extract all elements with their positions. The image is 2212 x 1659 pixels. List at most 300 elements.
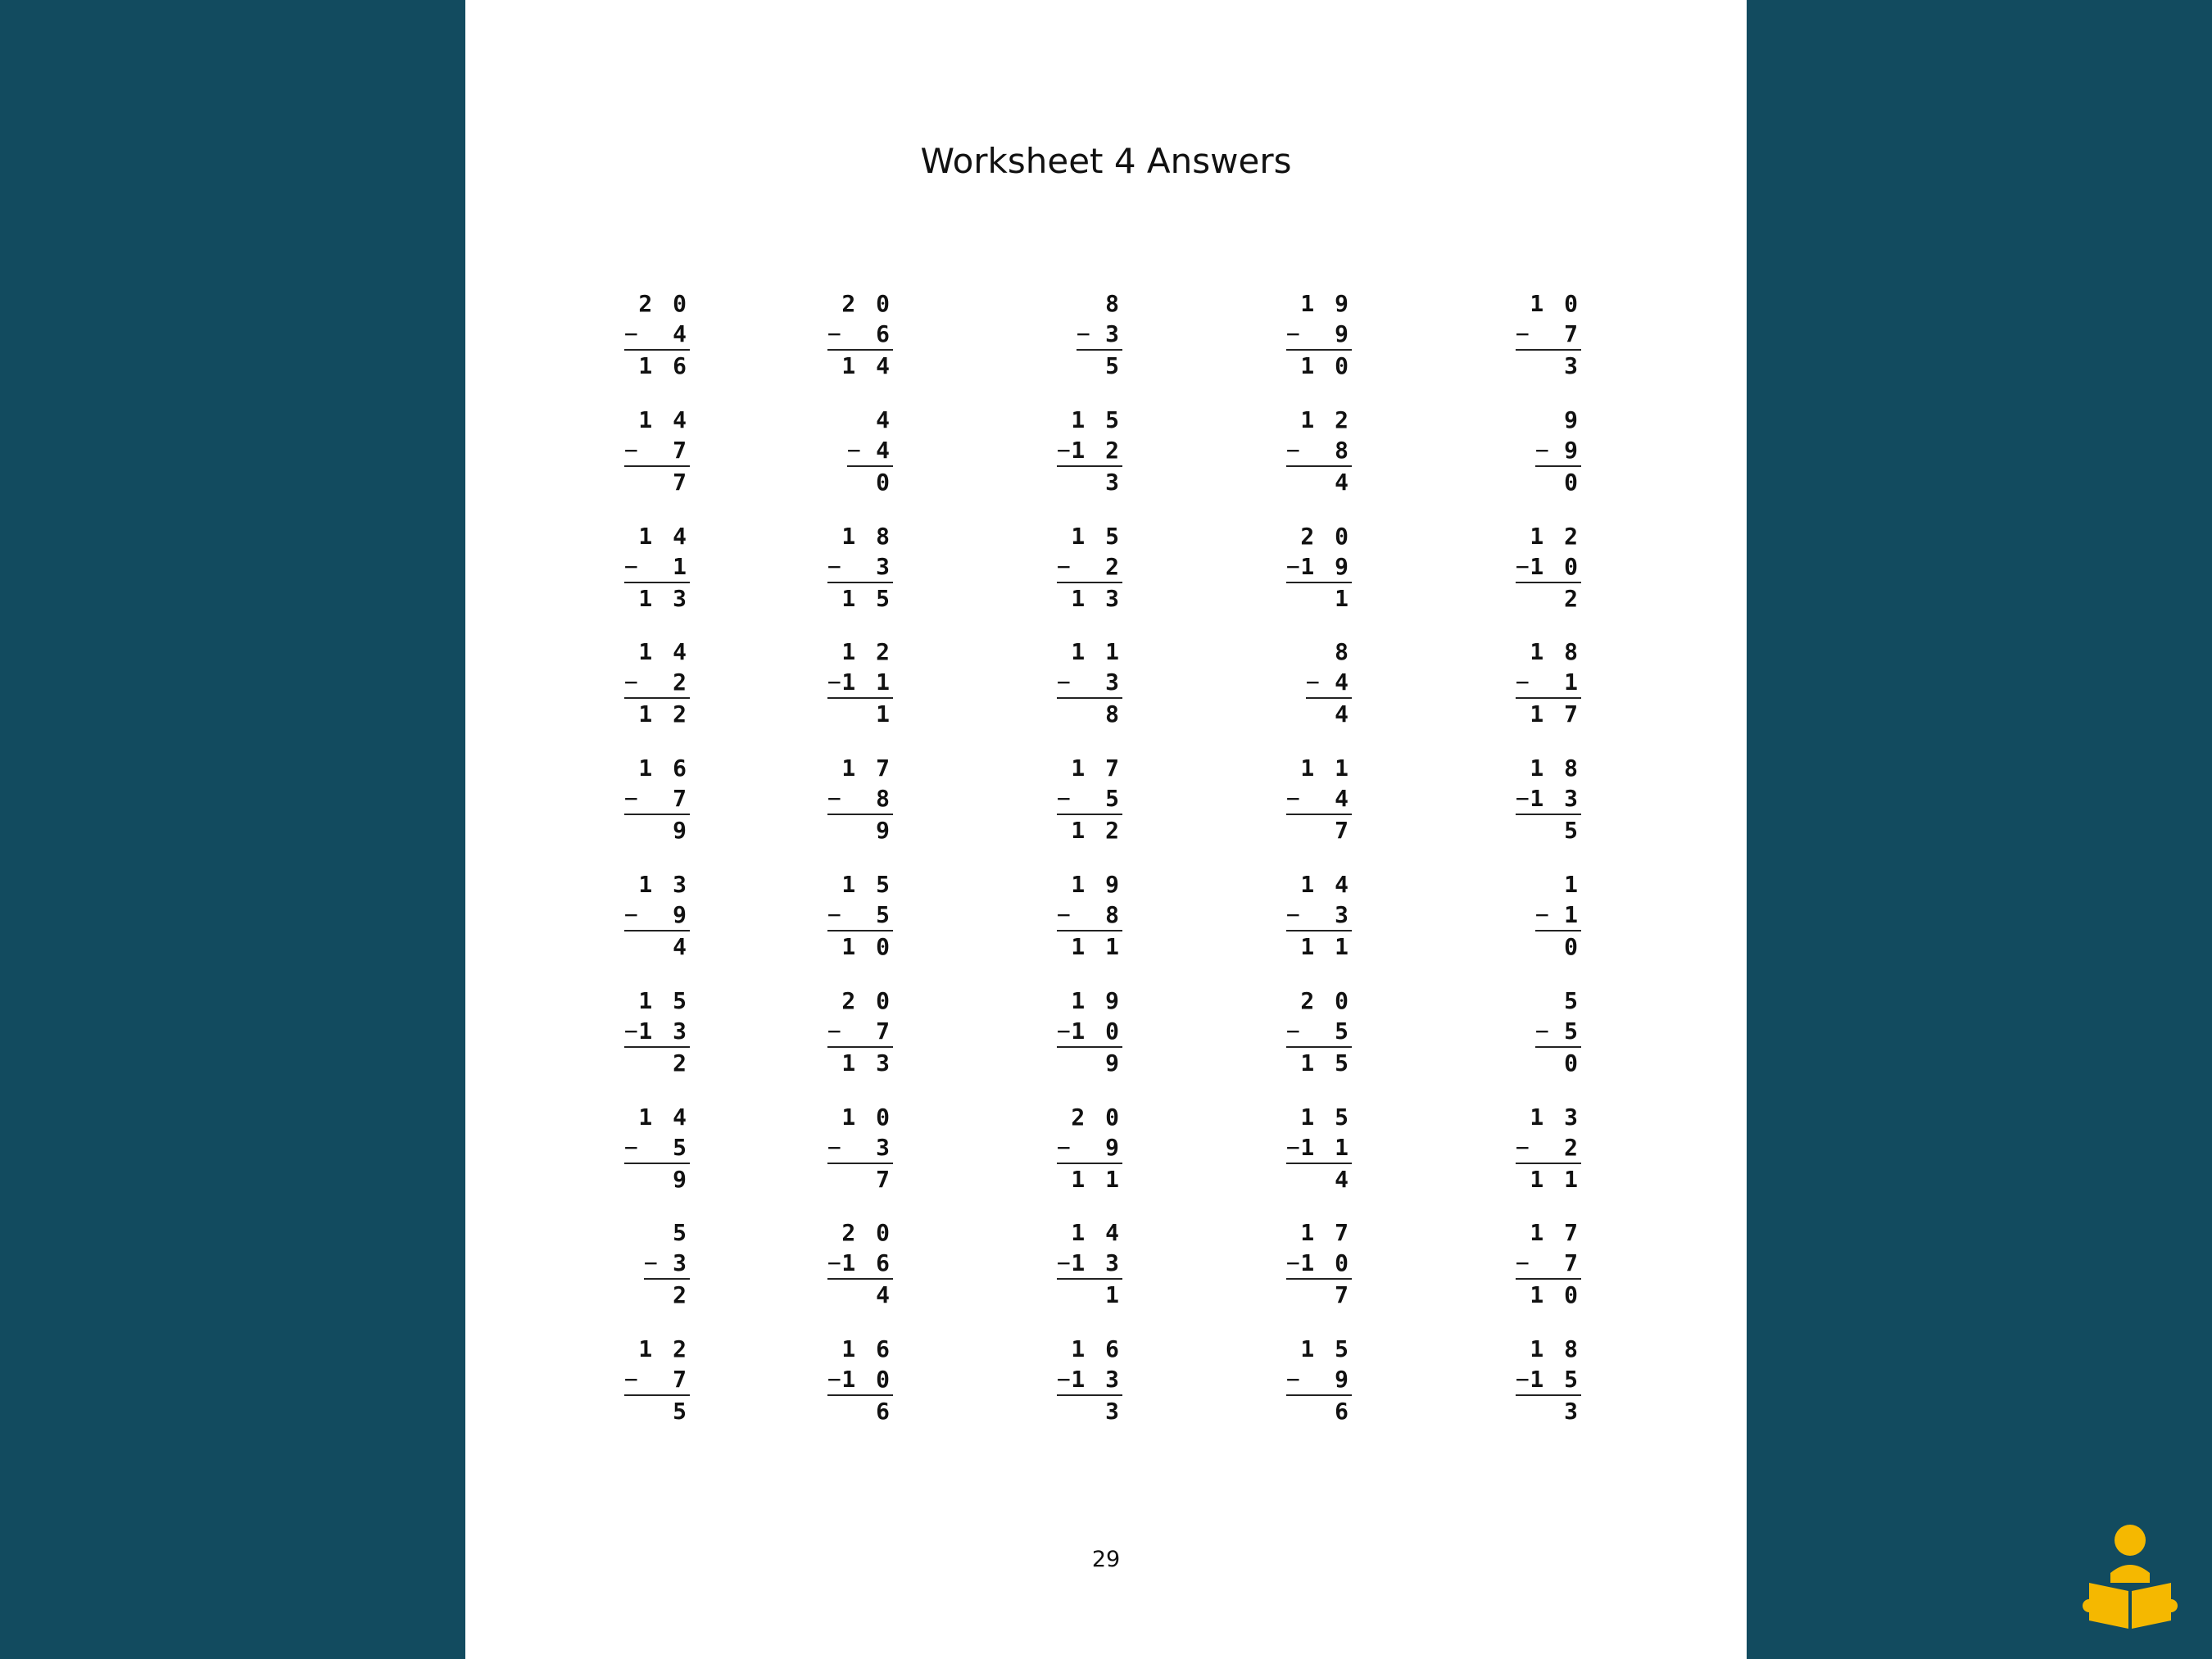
subtrahend	[827, 1248, 893, 1278]
minuend: 4	[876, 406, 893, 433]
subtraction-problem	[624, 637, 690, 729]
minus-sign: −	[1286, 785, 1300, 813]
minuend: 1 1	[1300, 755, 1352, 782]
subtrahend	[1057, 667, 1122, 697]
subtraction-problem	[1286, 869, 1352, 962]
minuend: 8	[1105, 290, 1122, 317]
subtraction-problem	[624, 1102, 690, 1194]
subtrahend	[827, 783, 893, 814]
subtrahend-value: 1	[1564, 669, 1581, 696]
subtrahend	[827, 319, 893, 349]
subtrahend	[1057, 900, 1122, 930]
subtrahend	[1286, 1016, 1352, 1046]
subtrahend-value: 3	[876, 552, 893, 580]
answer: 2	[673, 1281, 690, 1309]
subtrahend-value: 4	[673, 320, 690, 347]
minuend: 9	[1564, 406, 1581, 433]
minuend: 1 4	[638, 638, 690, 666]
answer: 9	[673, 817, 690, 845]
answer: 8	[1105, 700, 1122, 728]
page-number: 29	[1091, 1547, 1121, 1572]
answer: 1 2	[638, 700, 690, 728]
answer: 1	[1335, 584, 1352, 612]
minus-sign: −	[624, 785, 638, 813]
subtraction-problem	[1057, 1217, 1122, 1310]
subtraction-problem	[1057, 1102, 1122, 1194]
answer: 7	[876, 1165, 893, 1193]
subtraction-problem	[827, 1334, 893, 1426]
minuend: 1 4	[1071, 1219, 1122, 1247]
minus-sign: −	[1057, 669, 1071, 696]
minuend: 5	[673, 1219, 690, 1247]
minus-sign: −	[1286, 1249, 1300, 1277]
subtrahend	[1516, 1248, 1581, 1278]
minus-sign: −	[624, 320, 638, 347]
answer: 5	[673, 1398, 690, 1426]
subtrahend-value: 7	[1564, 1249, 1581, 1277]
minus-sign: −	[1516, 552, 1530, 580]
minus-sign: −	[827, 669, 841, 696]
minuend: 1 0	[1530, 290, 1581, 317]
worksheet-page	[465, 0, 1747, 1659]
subtrahend	[1286, 551, 1352, 582]
minus-sign: −	[1516, 785, 1530, 813]
subtrahend-value: 7	[673, 436, 690, 464]
subtraction-problem	[827, 869, 893, 962]
subtraction-problem	[624, 753, 690, 845]
answer: 7	[1335, 817, 1352, 845]
subtrahend	[827, 551, 893, 582]
minuend: 1 8	[1530, 638, 1581, 666]
answer: 1	[1105, 1281, 1122, 1309]
subtrahend	[1516, 1132, 1581, 1163]
subtraction-problem	[1286, 1102, 1352, 1194]
answer: 0	[876, 468, 893, 496]
answer: 0	[1564, 933, 1581, 960]
subtraction-problem	[1516, 637, 1581, 729]
subtraction-problem	[1306, 637, 1352, 729]
minuend: 1 7	[1071, 755, 1122, 782]
subtrahend-value: 7	[673, 1366, 690, 1394]
subtraction-problem	[1516, 288, 1581, 381]
answer: 1 3	[841, 1049, 893, 1077]
answer: 1 5	[841, 584, 893, 612]
minus-sign: −	[1516, 1249, 1530, 1277]
subtraction-problem	[1057, 1334, 1122, 1426]
subtrahend	[624, 435, 690, 465]
subtraction-problem	[1057, 521, 1122, 614]
subtrahend-value: 5	[1105, 785, 1122, 813]
answer: 3	[1105, 468, 1122, 496]
answer: 4	[1335, 1165, 1352, 1193]
subtrahend-value: 4	[1335, 669, 1352, 696]
minuend: 5	[1564, 986, 1581, 1014]
minus-sign: −	[644, 1249, 658, 1277]
answer: 1 1	[1071, 933, 1122, 960]
answer: 0	[1564, 1049, 1581, 1077]
subtraction-problem	[1057, 637, 1122, 729]
subtrahend-value: 7	[1564, 320, 1581, 347]
minus-sign: −	[1286, 552, 1300, 580]
subtraction-problem	[1057, 405, 1122, 497]
answer: 4	[673, 933, 690, 960]
minus-sign: −	[1057, 552, 1071, 580]
minuend: 1 1	[1071, 638, 1122, 666]
minuend: 1 2	[841, 638, 893, 666]
minuend: 1 5	[841, 871, 893, 898]
subtraction-problem	[827, 986, 893, 1078]
minus-sign: −	[1057, 1366, 1071, 1394]
subtraction-problem	[624, 288, 690, 381]
subtrahend-value: 5	[876, 901, 893, 928]
answer: 1 6	[638, 352, 690, 379]
subtrahend-value: 1 0	[841, 1366, 893, 1394]
subtrahend-value: 9	[673, 901, 690, 928]
subtraction-problem	[624, 405, 690, 497]
minus-sign: −	[1516, 1366, 1530, 1394]
subtrahend-value: 4	[876, 436, 893, 464]
subtrahend-value: 9	[1105, 1133, 1122, 1161]
minus-sign: −	[624, 669, 638, 696]
subtraction-problem	[1286, 405, 1352, 497]
subtrahend-value: 5	[673, 1133, 690, 1161]
subtraction-problem	[624, 521, 690, 614]
minuend: 1 8	[1530, 1335, 1581, 1363]
minuend: 1 8	[841, 522, 893, 550]
minus-sign: −	[1057, 436, 1071, 464]
minuend: 1 5	[638, 986, 690, 1014]
subtrahend-value: 9	[1335, 1366, 1352, 1394]
subtrahend-value: 1 0	[1071, 1017, 1122, 1045]
subtrahend	[624, 783, 690, 814]
minuend: 1 6	[841, 1335, 893, 1363]
subtrahend-value: 3	[673, 1249, 690, 1277]
minus-sign: −	[827, 785, 841, 813]
minus-sign: −	[1057, 1133, 1071, 1161]
answer: 1 0	[1530, 1281, 1581, 1309]
subtrahend	[624, 1364, 690, 1394]
subtraction-problem	[827, 288, 893, 381]
minuend: 2 0	[1300, 522, 1352, 550]
minuend: 8	[1335, 638, 1352, 666]
answer: 4	[1335, 700, 1352, 728]
answer: 3	[1564, 352, 1581, 379]
subtrahend	[1516, 667, 1581, 697]
subtrahend	[1535, 435, 1581, 465]
answer: 1 0	[841, 933, 893, 960]
subtrahend	[1057, 551, 1122, 582]
subtrahend	[1057, 435, 1122, 465]
subtrahend	[624, 900, 690, 930]
answer: 1 3	[638, 584, 690, 612]
subtraction-problem	[624, 869, 690, 962]
minus-sign: −	[1535, 1017, 1549, 1045]
subtrahend-value: 4	[1335, 785, 1352, 813]
minus-sign: −	[1535, 436, 1549, 464]
minus-sign: −	[827, 320, 841, 347]
subtrahend	[827, 1364, 893, 1394]
subtrahend	[624, 319, 690, 349]
subtraction-problem	[1516, 1334, 1581, 1426]
subtrahend-value: 1 1	[841, 669, 893, 696]
answer: 1 5	[1300, 1049, 1352, 1077]
minuend: 1 4	[638, 1103, 690, 1131]
minuend: 2 0	[1300, 986, 1352, 1014]
minuend: 1 2	[638, 1335, 690, 1363]
subtrahend-value: 9	[1335, 320, 1352, 347]
minus-sign: −	[1286, 1017, 1300, 1045]
subtraction-problem	[1286, 1334, 1352, 1426]
subtraction-problem	[1535, 405, 1581, 497]
subtrahend	[827, 1132, 893, 1163]
minuend: 1 4	[638, 406, 690, 433]
minuend: 2 0	[841, 1219, 893, 1247]
minuend: 2 0	[841, 290, 893, 317]
subtrahend	[1057, 783, 1122, 814]
subtrahend-value: 7	[673, 785, 690, 813]
subtraction-problem	[1516, 521, 1581, 614]
subtrahend-value: 1 3	[1071, 1366, 1122, 1394]
answer: 9	[876, 817, 893, 845]
minuend: 1 0	[841, 1103, 893, 1131]
answer: 9	[1105, 1049, 1122, 1077]
answer: 9	[673, 1165, 690, 1193]
subtraction-problem	[1535, 986, 1581, 1078]
subtraction-problem	[827, 1217, 893, 1310]
minuend: 1 5	[1300, 1103, 1352, 1131]
minuend: 1 9	[1071, 986, 1122, 1014]
answer: 1 1	[1300, 933, 1352, 960]
subtraction-problem	[847, 405, 893, 497]
minuend: 1 6	[1071, 1335, 1122, 1363]
minuend: 1	[1564, 871, 1581, 898]
subtraction-problem	[1077, 288, 1122, 381]
subtrahend-value: 5	[1335, 1017, 1352, 1045]
subtrahend-value: 6	[876, 320, 893, 347]
minuend: 1 4	[1300, 871, 1352, 898]
minus-sign: −	[827, 901, 841, 928]
subtrahend	[827, 1016, 893, 1046]
minus-sign: −	[624, 1133, 638, 1161]
answer: 7	[673, 468, 690, 496]
subtraction-problem	[1516, 753, 1581, 845]
subtrahend	[624, 667, 690, 697]
subtrahend-value: 8	[1335, 436, 1352, 464]
subtrahend-value: 3	[1105, 669, 1122, 696]
minus-sign: −	[827, 1249, 841, 1277]
answer: 4	[876, 1281, 893, 1309]
subtraction-problem	[827, 521, 893, 614]
problem-grid	[465, 0, 1747, 1659]
subtrahend	[624, 1016, 690, 1046]
subtrahend	[1286, 1364, 1352, 1394]
subtrahend	[1306, 667, 1352, 697]
minus-sign: −	[1286, 1133, 1300, 1161]
answer: 1 3	[1071, 584, 1122, 612]
answer: 7	[1335, 1281, 1352, 1309]
minuend: 1 7	[1300, 1219, 1352, 1247]
subtrahend-value: 1 3	[1071, 1249, 1122, 1277]
subtrahend-value: 1 1	[1300, 1133, 1352, 1161]
subtraction-problem	[1286, 753, 1352, 845]
subtrahend-value: 1 9	[1300, 552, 1352, 580]
answer: 3	[1105, 1398, 1122, 1426]
subtrahend	[1057, 1364, 1122, 1394]
page-title: Worksheet 4 Answers	[920, 141, 1292, 181]
subtrahend	[1535, 1016, 1581, 1046]
minus-sign: −	[1286, 320, 1300, 347]
minus-sign: −	[827, 1133, 841, 1161]
subtrahend-value: 8	[1105, 901, 1122, 928]
minuend: 2 0	[841, 986, 893, 1014]
answer: 5	[1564, 817, 1581, 845]
minus-sign: −	[827, 1017, 841, 1045]
minus-sign: −	[1057, 901, 1071, 928]
minuend: 1 4	[638, 522, 690, 550]
subtrahend-value: 8	[876, 785, 893, 813]
minuend: 1 2	[1530, 522, 1581, 550]
minus-sign: −	[624, 901, 638, 928]
minus-sign: −	[1077, 320, 1090, 347]
answer: 0	[1564, 468, 1581, 496]
minuend: 1 5	[1071, 406, 1122, 433]
minuend: 1 2	[1300, 406, 1352, 433]
minuend: 2 0	[1071, 1103, 1122, 1131]
subtrahend	[1057, 1016, 1122, 1046]
minus-sign: −	[1286, 436, 1300, 464]
minuend: 1 7	[841, 755, 893, 782]
subtrahend-value: 1 0	[1530, 552, 1581, 580]
minus-sign: −	[624, 552, 638, 580]
subtrahend	[1077, 319, 1122, 349]
answer: 2	[673, 1049, 690, 1077]
subtrahend-value: 3	[1105, 320, 1122, 347]
minus-sign: −	[1535, 901, 1549, 928]
subtrahend	[847, 435, 893, 465]
subtraction-problem	[1286, 986, 1352, 1078]
answer: 3	[1564, 1398, 1581, 1426]
subtraction-problem	[1057, 986, 1122, 1078]
minus-sign: −	[827, 552, 841, 580]
answer: 6	[1335, 1398, 1352, 1426]
minuend: 1 3	[1530, 1103, 1581, 1131]
subtraction-problem	[1286, 521, 1352, 614]
minus-sign: −	[847, 436, 861, 464]
subtraction-problem	[624, 986, 690, 1078]
subtrahend	[827, 667, 893, 697]
subtrahend	[1286, 1248, 1352, 1278]
minus-sign: −	[827, 1366, 841, 1394]
minuend: 1 6	[638, 755, 690, 782]
minuend: 1 7	[1530, 1219, 1581, 1247]
minuend: 1 5	[1300, 1335, 1352, 1363]
subtrahend	[644, 1248, 690, 1278]
answer: 1 1	[1071, 1165, 1122, 1193]
subtraction-problem	[1057, 869, 1122, 962]
minuend: 2 0	[638, 290, 690, 317]
answer: 1 1	[1530, 1165, 1581, 1193]
subtrahend	[1286, 1132, 1352, 1163]
answer: 1	[876, 700, 893, 728]
subtraction-problem	[644, 1217, 690, 1310]
subtrahend-value: 1 2	[1071, 436, 1122, 464]
subtrahend-value: 1	[1564, 901, 1581, 928]
minuend: 1 3	[638, 871, 690, 898]
subtrahend	[1516, 783, 1581, 814]
answer: 1 4	[841, 352, 893, 379]
subtrahend	[1286, 783, 1352, 814]
subtrahend	[1286, 900, 1352, 930]
subtraction-problem	[1535, 869, 1581, 962]
subtraction-problem	[624, 1334, 690, 1426]
subtrahend-value: 1 3	[638, 1017, 690, 1045]
subtrahend	[1286, 435, 1352, 465]
subtrahend-value: 3	[1335, 901, 1352, 928]
minuend: 1 8	[1530, 755, 1581, 782]
subtrahend-value: 2	[673, 669, 690, 696]
subtrahend-value: 1 5	[1530, 1366, 1581, 1394]
answer: 1 2	[1071, 817, 1122, 845]
minus-sign: −	[1286, 901, 1300, 928]
subtrahend	[624, 551, 690, 582]
subtraction-problem	[1516, 1217, 1581, 1310]
minus-sign: −	[1057, 1249, 1071, 1277]
minuend: 1 9	[1071, 871, 1122, 898]
reading-person-icon	[2081, 1524, 2179, 1630]
subtrahend-value: 1 6	[841, 1249, 893, 1277]
minus-sign: −	[624, 436, 638, 464]
answer: 1 7	[1530, 700, 1581, 728]
subtraction-problem	[1286, 1217, 1352, 1310]
minus-sign: −	[1516, 1133, 1530, 1161]
subtrahend-value: 2	[1564, 1133, 1581, 1161]
subtrahend	[827, 900, 893, 930]
subtraction-problem	[1057, 753, 1122, 845]
subtrahend	[1516, 551, 1581, 582]
answer: 4	[1335, 468, 1352, 496]
minus-sign: −	[624, 1017, 638, 1045]
answer: 1 0	[1300, 352, 1352, 379]
subtraction-problem	[827, 753, 893, 845]
minuend: 1 9	[1300, 290, 1352, 317]
answer: 5	[1105, 352, 1122, 379]
subtrahend	[1057, 1248, 1122, 1278]
subtraction-problem	[827, 637, 893, 729]
subtrahend-value: 1 3	[1530, 785, 1581, 813]
minus-sign: −	[1516, 320, 1530, 347]
minus-sign: −	[624, 1366, 638, 1394]
subtrahend-value: 3	[876, 1133, 893, 1161]
minus-sign: −	[1057, 1017, 1071, 1045]
answer: 6	[876, 1398, 893, 1426]
subtrahend	[1057, 1132, 1122, 1163]
subtrahend	[624, 1132, 690, 1163]
answer: 2	[1564, 584, 1581, 612]
minuend: 1 5	[1071, 522, 1122, 550]
subtraction-problem	[827, 1102, 893, 1194]
subtrahend-value: 9	[1564, 436, 1581, 464]
subtraction-problem	[1516, 1102, 1581, 1194]
subtrahend-value: 2	[1105, 552, 1122, 580]
subtrahend-value: 1	[673, 552, 690, 580]
subtrahend	[1535, 900, 1581, 930]
subtrahend	[1516, 1364, 1581, 1394]
minus-sign: −	[1306, 669, 1320, 696]
subtrahend	[1516, 319, 1581, 349]
subtraction-problem	[1286, 288, 1352, 381]
subtrahend-value: 1 0	[1300, 1249, 1352, 1277]
minus-sign: −	[1286, 1366, 1300, 1394]
